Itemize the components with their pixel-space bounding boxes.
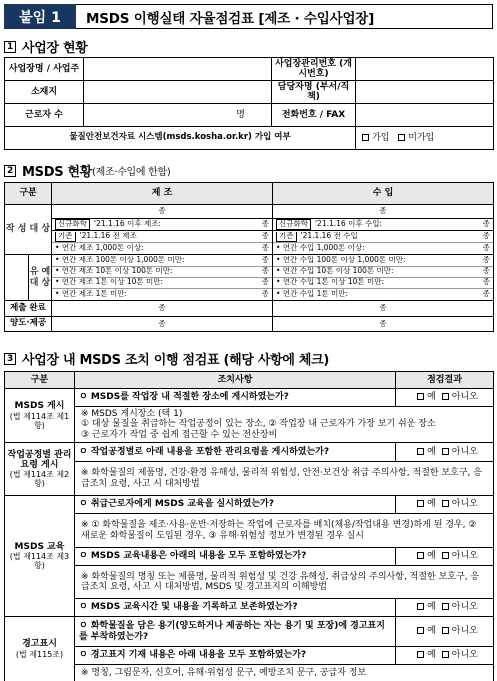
msds-status-table: [4, 182, 494, 332]
section1-number: 1: [4, 41, 16, 53]
make-tier-1-unit: 종: [261, 255, 270, 265]
warn-question1: ㅇ 화학물질을 담은 용기(양도하거나 제공하는 자는 용기 및 포장)에 경고표지를 부착하였는가?: [75, 617, 396, 647]
mgmt-no-label: 사업장관리번호 (개시번호): [272, 58, 356, 81]
make-new-cell[interactable]: [52, 219, 273, 231]
edu1-result: [396, 496, 494, 514]
post-yes: 예: [427, 392, 436, 403]
msds-check-table: [4, 371, 494, 681]
make-total[interactable]: [52, 205, 273, 219]
import-total-unit: 종: [379, 206, 387, 216]
warn2-result: [396, 647, 494, 665]
manager-field[interactable]: [356, 81, 494, 104]
mgmt-question: ㅇ 작업공정별로 아래 내용을 포함한 관리요령을 게시하였는가?: [75, 443, 396, 462]
system-join-options: [356, 127, 494, 150]
edu-label: MSDS 교육: [14, 541, 65, 552]
section2-subtitle: (제조·수입에 한함): [92, 167, 171, 178]
make-tier-2-unit: 종: [261, 266, 270, 276]
make-exist-tag: 기존: [55, 232, 76, 242]
edu2-no-checkbox[interactable]: [442, 552, 449, 559]
import-new-tag: 신규화학: [276, 219, 311, 230]
import-tiers-cell[interactable]: [273, 255, 494, 301]
phone-field[interactable]: [356, 104, 494, 127]
mgmt-yes: 예: [427, 446, 436, 457]
post-question: ㅇ MSDS를 작업장 내 적절한 장소에 게시하였는가?: [75, 389, 396, 407]
workers-unit: 명: [236, 109, 245, 120]
yu-label: 유 예 대 상: [29, 255, 52, 301]
make-tier-4: • 연간 제조 1톤 미만:: [55, 288, 127, 298]
warn1-yes: 예: [427, 626, 436, 637]
import-exist-text: '21.1.16 전 수입: [300, 231, 358, 241]
nojoin-label: 미가입: [408, 132, 435, 143]
mgmt-yes-checkbox[interactable]: [417, 448, 424, 455]
import-tier-0-unit: 종: [482, 242, 491, 252]
post-label: MSDS 게시: [14, 401, 65, 412]
col-make: 제 조: [52, 183, 273, 205]
edu3-result: [396, 599, 494, 617]
post-yes-checkbox[interactable]: [417, 393, 424, 400]
mgmt-note: ※ 화학물질의 제품명, 건강·환경 유해성, 물리적 위험성, 안전·보건상 취급 주의사항, 적절한 보호구, 응급조치 요령, 사고 시 대처방법: [75, 462, 494, 496]
make-exist-text: '21.1.16 전 제조: [79, 231, 137, 241]
edu-note2: ※ 화학물질의 명칭 또는 제품명, 물리적 위험성 및 건강 유해성, 취급상의 주의사항, 적절한 보호구, 응급조치 요령, 사고 시 대처방법, MSDS 및 경고표지의 이해방법: [75, 566, 494, 599]
mgmt-result: [396, 443, 494, 462]
warn2-no-checkbox[interactable]: [442, 651, 449, 658]
edu-question1: ㅇ 취급근로자에게 MSDS 교육을 실시하였는가?: [75, 496, 396, 514]
import-new-text: '21.1.16 이후 수입:: [315, 219, 382, 229]
import-tier-3-unit: 종: [482, 277, 491, 287]
edu3-yes: 예: [427, 602, 436, 613]
make-tier-1: • 연간 제조 100톤 이상 1,000톤 미만:: [55, 255, 185, 265]
col3-result: 점검결과: [396, 372, 494, 389]
attachment-tag: 붙임 1: [4, 4, 76, 29]
warn1-no: 아니오: [451, 626, 478, 637]
import-tier-2: • 연간 수입 10톤 이상 100톤 미만:: [276, 266, 394, 276]
make-done[interactable]: [52, 301, 273, 317]
manager-label: 담당자명 (부서/직책): [272, 81, 356, 104]
edu1-no-checkbox[interactable]: [442, 500, 449, 507]
edu1-no: 아니오: [451, 499, 478, 510]
target-spacer: [5, 255, 29, 301]
transfer-label: 양도·제공: [5, 317, 52, 332]
make-tier-3: • 연간 제조 1톤 이상 10톤 미만:: [55, 277, 164, 287]
edu-question3: ㅇ MSDS 교육시간 및 내용을 기록하고 보존하였는가?: [75, 599, 396, 617]
warn2-yes: 예: [427, 650, 436, 661]
make-tier-0: • 연간 제조 1,000톤 이상:: [55, 242, 144, 252]
make-tier-3-unit: 종: [261, 277, 270, 287]
make-new-tag: 신규화학: [55, 219, 90, 230]
import-tier-4-unit: 종: [482, 288, 491, 298]
workers-field[interactable]: [84, 104, 272, 127]
import-tier-4: • 연간 수입 1톤 미만:: [276, 288, 348, 298]
page-header: [4, 4, 493, 29]
import-tier-1-unit: 종: [482, 255, 491, 265]
target-label: 작 성 대 상: [5, 205, 52, 255]
warn-label-cell: [5, 617, 75, 681]
make-done-unit: 종: [158, 303, 166, 313]
warn-law: (법 제115조): [15, 649, 64, 659]
make-exist-cell[interactable]: [52, 231, 273, 255]
nojoin-checkbox[interactable]: [398, 134, 405, 141]
warn2-no: 아니오: [451, 650, 478, 661]
mgmt-no: 아니오: [451, 446, 478, 457]
edu-question2: ㅇ MSDS 교육내용은 아래의 내용을 모두 포함하였는가?: [75, 548, 396, 566]
post-note3: ③ 근로자가 작업 중 쉽게 접근할 수 있는 전산장비: [81, 429, 278, 440]
col3-gubun: 구분: [5, 372, 75, 389]
edu3-no-checkbox[interactable]: [442, 603, 449, 610]
post-law: (법 제114조 제1항): [9, 411, 70, 430]
import-done-unit: 종: [379, 303, 387, 313]
edu2-yes: 예: [427, 551, 436, 562]
mgmt-no-field[interactable]: [356, 58, 494, 81]
workplace-table: [4, 57, 494, 150]
section1-title: 사업장 현황: [22, 41, 88, 56]
make-tiers-cell[interactable]: [52, 255, 273, 301]
section2-heading: [4, 161, 170, 180]
mgmt-label: 작업공정별 관리요령 게시: [7, 449, 72, 470]
post-label-cell: [5, 389, 75, 443]
edu2-result: [396, 548, 494, 566]
post-no: 아니오: [451, 392, 478, 403]
make-transfer-unit: 종: [158, 318, 166, 328]
system-join-label: 물질안전보건자료 시스템(msds.kosha.or.kr) 가입 여부: [5, 127, 356, 150]
address-label: 소재지: [5, 81, 84, 104]
section2-title: MSDS 현황: [22, 165, 92, 180]
owner-field[interactable]: [84, 58, 272, 81]
edu-label-cell: [5, 496, 75, 617]
post-result: [396, 389, 494, 407]
import-exist-tag: 기존: [276, 232, 297, 242]
section3-heading: [4, 349, 329, 368]
post-no-checkbox[interactable]: [442, 393, 449, 400]
edu3-yes-checkbox[interactable]: [417, 603, 424, 610]
col-import: 수 입: [273, 183, 494, 205]
col-gubun: 구분: [5, 183, 52, 205]
import-transfer[interactable]: [273, 317, 494, 332]
edu2-yes-checkbox[interactable]: [417, 552, 424, 559]
import-transfer-unit: 종: [379, 318, 387, 328]
edu-note1: ※ ① 화학물질을 제조·사용·운반·저장하는 작업에 근로자를 배치(채용/작업내용 변경)하게 된 경우, ② 새로운 화학물질이 도입된 경우, ③ 유해·위험성 정보가 변경된 경우 실시: [75, 514, 494, 548]
make-transfer[interactable]: [52, 317, 273, 332]
import-tier-3: • 연간 수입 1톤 이상 10톤 미만:: [276, 277, 385, 287]
warn-question2: ㅇ 경고표지 기재 내용은 아래 내용을 모두 포함하였는가?: [75, 647, 396, 665]
make-tier-0-unit: 종: [261, 242, 270, 252]
warn1-no-checkbox[interactable]: [442, 627, 449, 634]
page-title: MSDS 이행실태 자율점검표 [제조 · 수입사업장]: [76, 4, 493, 29]
make-new-unit: 종: [261, 219, 270, 229]
make-total-unit: 종: [158, 206, 166, 216]
import-exist-cell[interactable]: [273, 231, 494, 255]
import-exist-unit: 종: [482, 231, 491, 241]
import-done[interactable]: [273, 301, 494, 317]
mgmt-label-cell: [5, 443, 75, 496]
done-label: 제출 완료: [5, 301, 52, 317]
address-field[interactable]: [84, 81, 272, 104]
make-tier-2: • 연간 제조 10톤 이상 100톤 미만:: [55, 266, 173, 276]
phone-label: 전화번호 / FAX: [272, 104, 356, 127]
import-tier-1: • 연간 수입 100톤 이상 1,000톤 미만:: [276, 255, 406, 265]
section3-number: 3: [4, 353, 16, 365]
import-tier-2-unit: 종: [482, 266, 491, 276]
warn2-yes-checkbox[interactable]: [417, 651, 424, 658]
make-tier-4-unit: 종: [261, 288, 270, 298]
mgmt-law: (법 제114조 제2항): [9, 470, 70, 489]
section1-heading: [4, 37, 88, 56]
import-new-unit: 종: [482, 219, 491, 229]
edu3-no: 아니오: [451, 602, 478, 613]
section2-number: 2: [4, 165, 16, 177]
warn-label: 경고표시: [22, 639, 57, 650]
edu1-yes: 예: [427, 499, 436, 510]
edu2-no: 아니오: [451, 551, 478, 562]
import-tier-0: • 연간 수입 1,000톤 이상:: [276, 242, 365, 252]
edu-law: (법 제114조 제3항): [9, 552, 70, 571]
post-note1: ※ MSDS 게시장소 (택 1): [81, 409, 183, 419]
edu1-yes-checkbox[interactable]: [417, 500, 424, 507]
import-total[interactable]: [273, 205, 494, 219]
section3-title: 사업장 내 MSDS 조치 이행 점검표 (해당 사항에 체크): [22, 353, 329, 368]
post-note2: ① 대상 물질을 취급하는 작업공정이 있는 장소, ② 작업장 내 근로자가 가장 보기 쉬운 장소: [81, 419, 436, 430]
import-new-cell[interactable]: [273, 219, 494, 231]
join-label: 가입: [372, 132, 390, 143]
mgmt-no-checkbox[interactable]: [442, 448, 449, 455]
workers-label: 근로자 수: [5, 104, 84, 127]
post-note: [75, 407, 494, 443]
join-checkbox[interactable]: [362, 134, 369, 141]
warn-note: ※ 명칭, 그림문자, 신호어, 유해·위험성 문구, 예방조치 문구, 공급자 정보: [75, 665, 494, 681]
warn1-result: [396, 617, 494, 647]
warn1-yes-checkbox[interactable]: [417, 627, 424, 634]
make-new-text: '21.1.16 이후 제조:: [94, 219, 161, 229]
owner-label: 사업장명 / 사업주: [5, 58, 84, 81]
make-exist-unit: 종: [261, 231, 270, 241]
col3-action: 조치사항: [75, 372, 396, 389]
